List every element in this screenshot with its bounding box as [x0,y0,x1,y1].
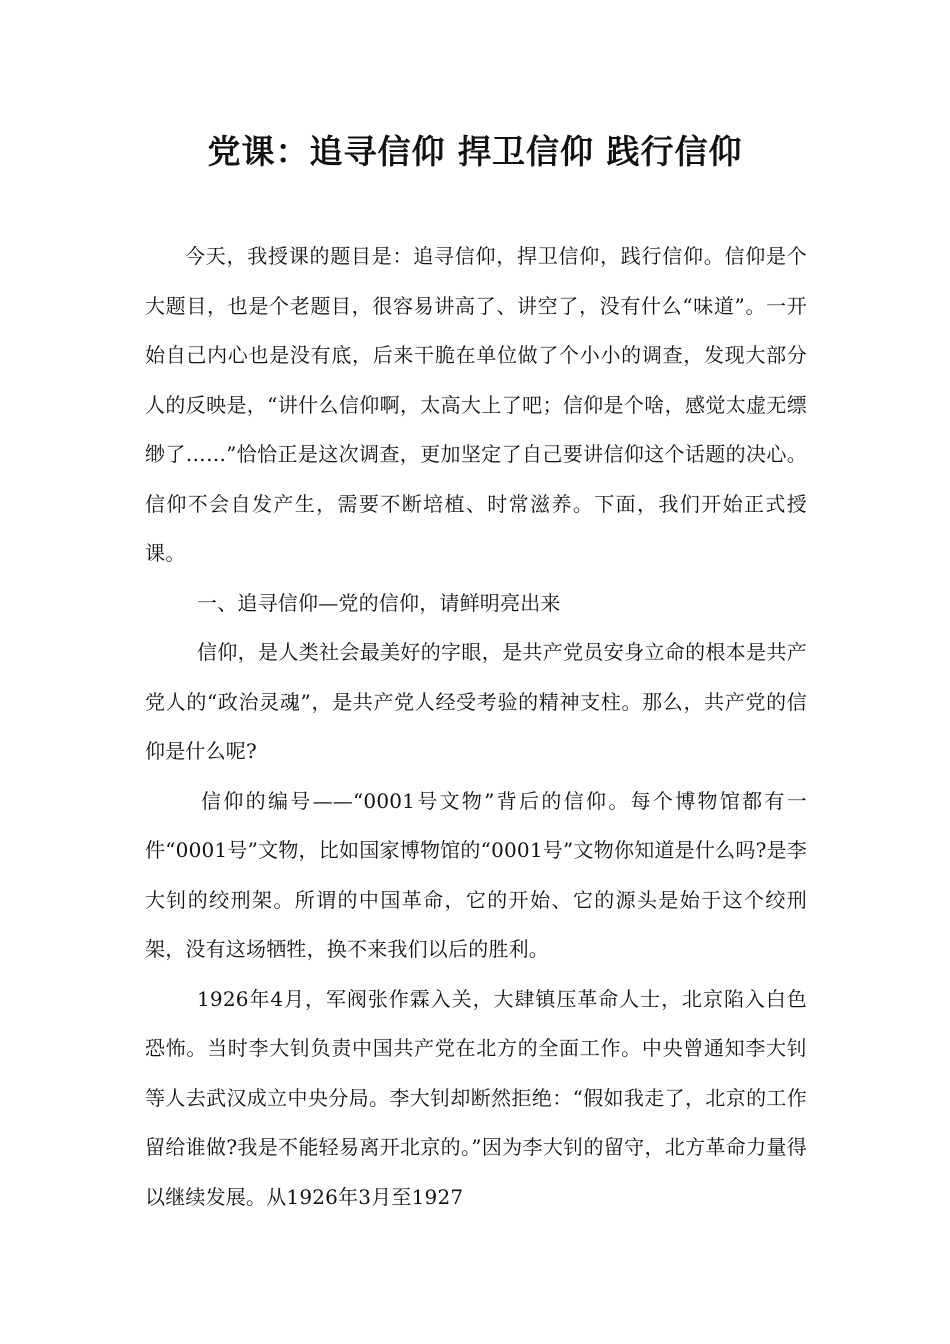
li-dazhao-1926-paragraph: 1926年4月，军阀张作霖入关，大肆镇压革命人士，北京陷入白色恐怖。当时李大钊负责中国共产党在北方的全面工作。中央曾通知李大钊等人去武汉成立中央分局。李大钊却断然拒绝：“假如我走了，北京的工作留给谁做?我是不能轻易离开北京的。”因为李大钊的留守，北方革命力量得以继续发展。从1926年3月至1927 [145,986,807,1209]
intro-paragraph: 今天，我授课的题目是：追寻信仰，捍卫信仰，践行信仰。信仰是个大题目，也是个老题目，很容易讲高了、讲空了，没有什么“味道”。一开始自己内心也是没有底，后来干脆在单位做了个小小的调查，发现大部分人的反映是，“讲什么信仰啊，太高大上了吧；信仰是个啥，感觉太虚无缥缈了……”恰恰正是这次调查，更加坚定了自己要讲信仰这个话题的决心。信仰不会自发产生，需要不断培植、时常滋养。下面，我们开始正式授课。 [145,244,807,565]
document-title: 党课：追寻信仰 捍卫信仰 践行信仰 [207,132,743,171]
faith-definition-paragraph: 信仰，是人类社会最美好的字眼，是共产党员安身立命的根本是共产党人的“政治灵魂”，是共产党人经受考验的精神支柱。那么，共产党的信仰是什么呢? [145,640,807,763]
document-body [145,232,807,1222]
relic-0001-paragraph: 信仰的编号——“0001号文物”背后的信仰。每个博物馆都有一件“0001号”文物，比如国家博物馆的“0001号”文物你知道是什么吗?是李大钊的绞刑架。所谓的中国革命，它的开始、它的源头是始于这个绞刑架，没有这场牺牲，换不来我们以后的胜利。 [145,788,807,961]
section-heading-1: 一、追寻信仰—党的信仰，请鲜明亮出来 [197,590,561,615]
